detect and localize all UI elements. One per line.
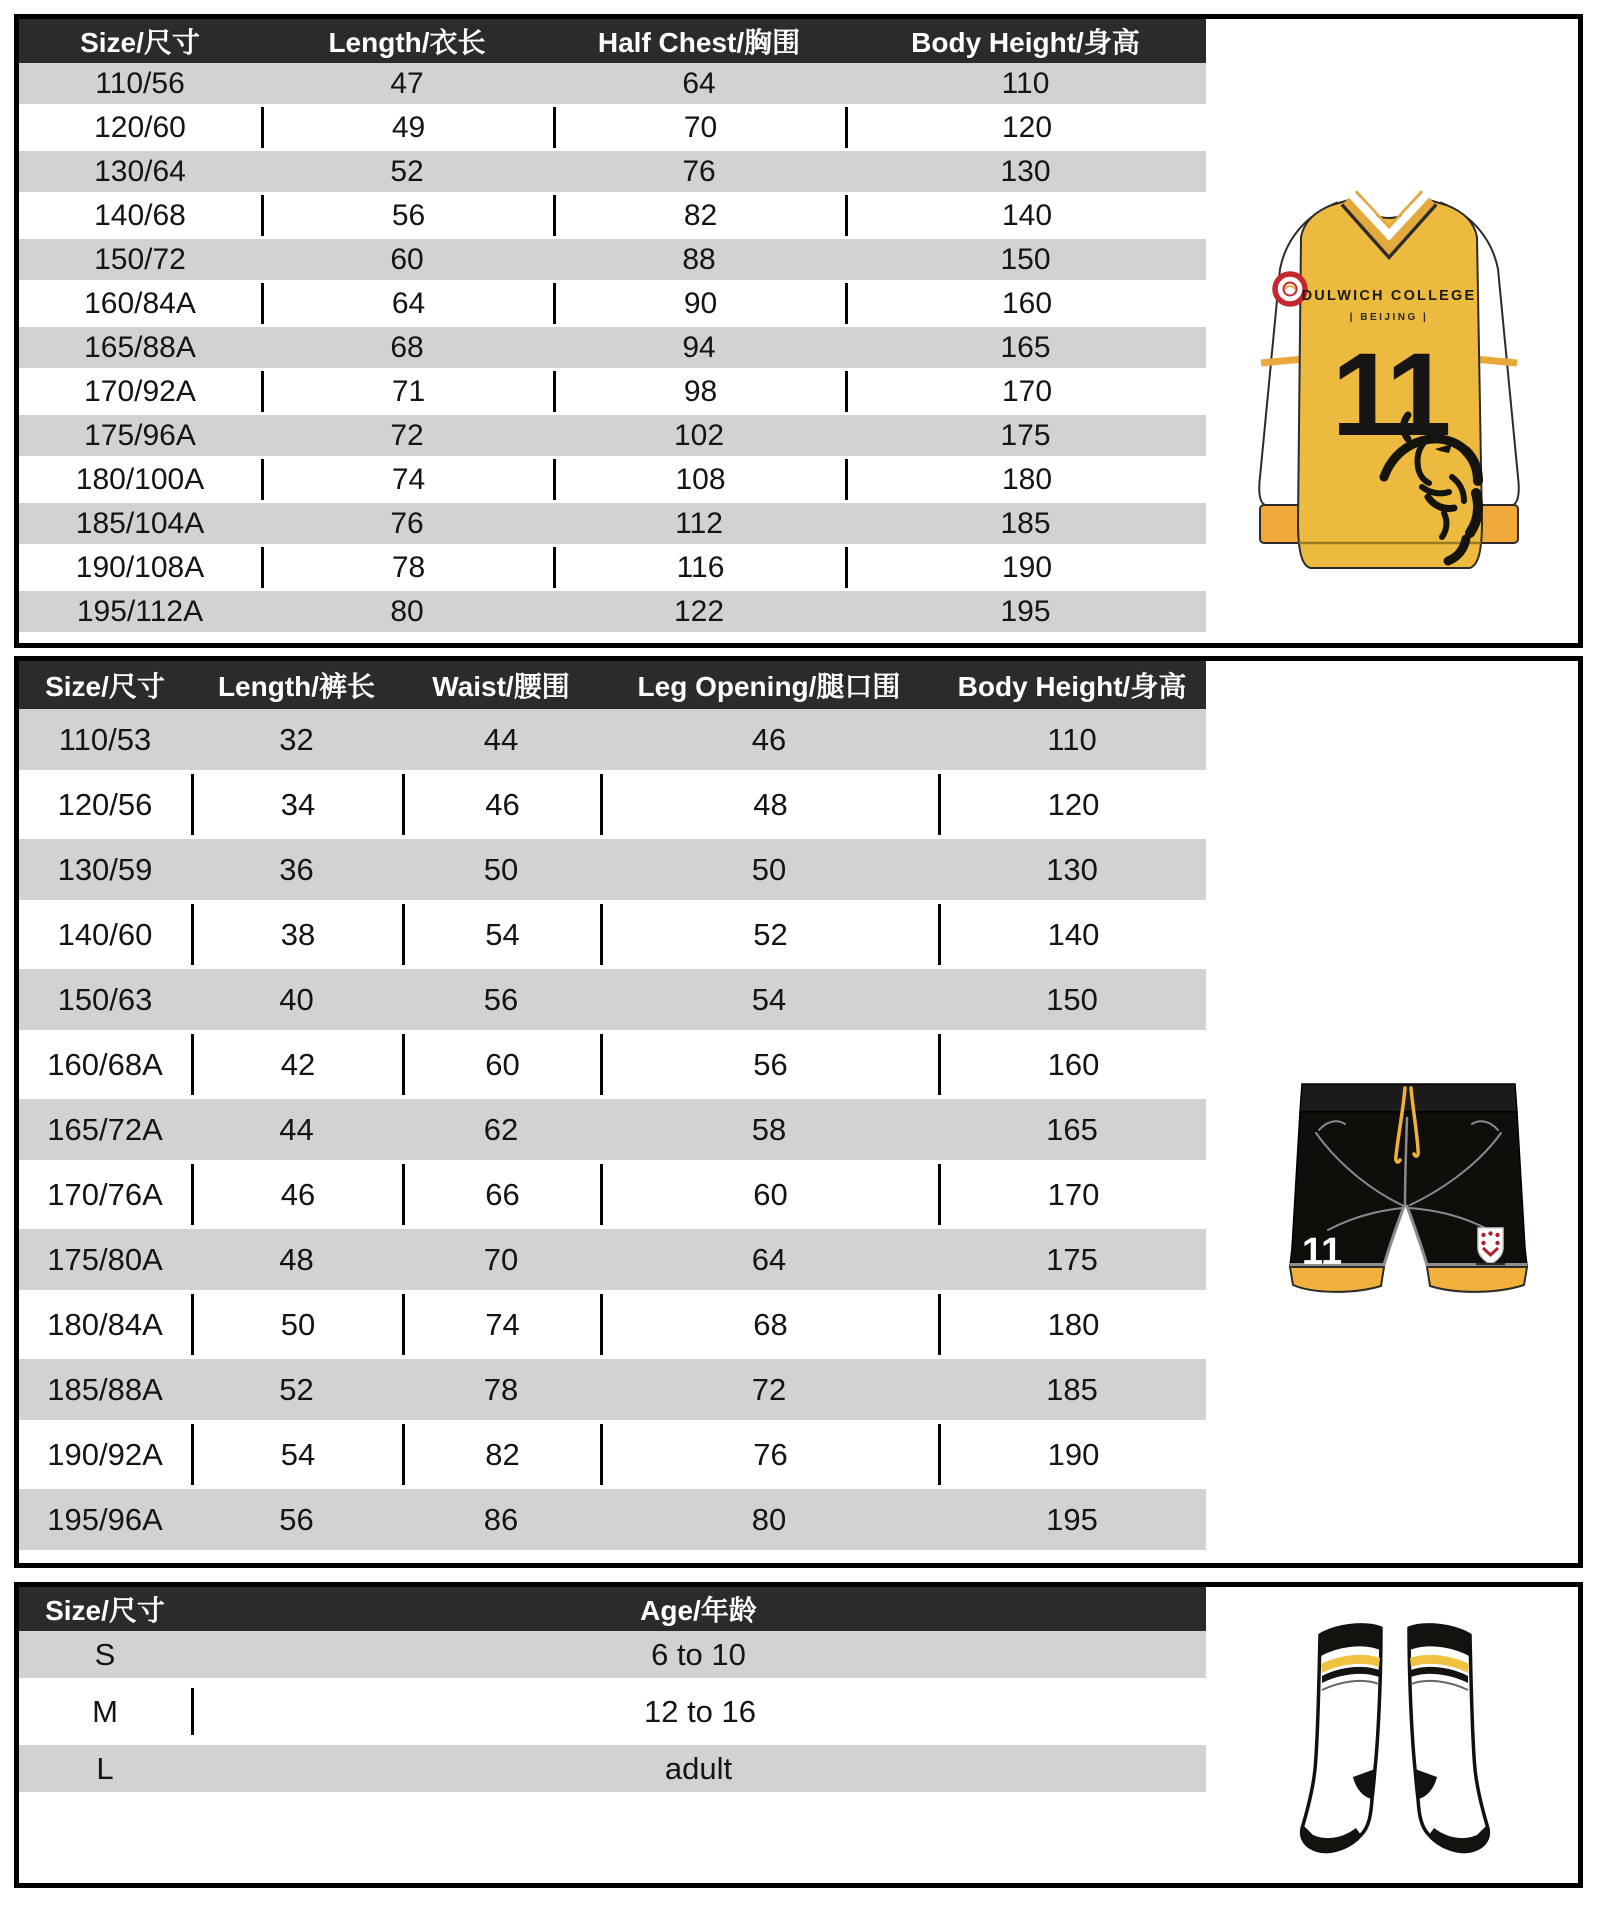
table-cell: 190 [845, 547, 1206, 588]
table-row [19, 1099, 1206, 1160]
table-cell: 60 [402, 1034, 600, 1095]
shorts-image [1286, 1078, 1531, 1315]
table-cell: 74 [261, 459, 553, 500]
table-cell: 60 [390, 242, 424, 276]
table-cell: 195/112A [76, 594, 204, 628]
table-row [19, 1688, 1206, 1735]
table-cell: 40 [279, 981, 314, 1017]
table-cell: 68 [390, 330, 424, 364]
table-row [19, 283, 1206, 324]
table-cell: adult [664, 1750, 733, 1786]
table-row [19, 1359, 1206, 1420]
column-header: Length/裤长 [217, 671, 376, 702]
table-cell: 54 [402, 904, 600, 965]
table-cell: 185 [1000, 506, 1051, 540]
table-cell: 112 [675, 506, 723, 540]
table-row [19, 1229, 1206, 1290]
table-cell: 52 [390, 154, 424, 188]
table-cell: 180/100A [75, 462, 205, 496]
table-cell: 50 [751, 851, 787, 887]
table-row [19, 547, 1206, 588]
table-row [19, 1424, 1206, 1485]
table-cell: 110/53 [58, 721, 152, 757]
table-cell: 140/60 [57, 916, 153, 952]
table-cell: 110/56 [95, 66, 185, 100]
table-cell: 82 [402, 1424, 600, 1485]
table-cell: 50 [483, 851, 519, 887]
table-cell: 54 [751, 981, 787, 1017]
table-cell: 68 [600, 1294, 938, 1355]
table-row [19, 415, 1206, 456]
table-cell: 64 [682, 66, 716, 100]
table-cell: 76 [600, 1424, 938, 1485]
table-row [19, 63, 1206, 104]
table-cell: 78 [261, 547, 553, 588]
table-cell: 185/104A [75, 506, 205, 540]
table-cell: 70 [483, 1241, 519, 1277]
table-cell: 170 [845, 371, 1206, 412]
table-row [19, 1034, 1206, 1095]
table-row [19, 904, 1206, 965]
table-cell: 98 [553, 371, 845, 412]
jersey-city-text: | BEIJING | [1349, 312, 1429, 323]
table-cell: 44 [483, 721, 519, 757]
table-cell: 160/68A [47, 1046, 163, 1082]
shirt-size-panel [14, 14, 1583, 648]
table-cell: 160 [938, 1034, 1206, 1095]
column-header: Size/尺寸 [45, 1595, 165, 1626]
jersey-number: 11 [1331, 329, 1447, 461]
table-header-row [19, 19, 1206, 63]
column-header: Length/衣长 [328, 27, 486, 58]
table-cell: 180/84A [47, 1306, 163, 1342]
table-row [19, 709, 1206, 770]
table-cell: 160/84A [84, 286, 196, 320]
table-row [19, 591, 1206, 632]
table-cell: 48 [279, 1241, 314, 1277]
table-cell: 116 [553, 547, 845, 588]
table-cell: M [92, 1693, 118, 1729]
table-cell: 170/92A [84, 374, 196, 408]
table-cell: 72 [751, 1371, 787, 1407]
table-cell: 46 [191, 1164, 402, 1225]
table-cell: 195/96A [47, 1501, 163, 1537]
table-row [19, 1294, 1206, 1355]
table-cell: 165/88A [84, 330, 196, 364]
table-cell: 150 [1046, 981, 1098, 1017]
table-cell: 180 [845, 459, 1206, 500]
table-cell: 120 [845, 107, 1206, 148]
table-cell: 70 [553, 107, 845, 148]
table-cell: 130/59 [57, 851, 153, 887]
left-sock [1302, 1625, 1381, 1852]
table-row [19, 1489, 1206, 1550]
table-cell: 120 [938, 774, 1206, 835]
table-cell: 12 to 16 [191, 1688, 1206, 1735]
table-cell: 72 [390, 418, 424, 452]
table-cell: 86 [483, 1501, 519, 1537]
table-row [19, 371, 1206, 412]
table-cell: 110 [1001, 66, 1050, 100]
table-cell: 190 [938, 1424, 1206, 1485]
table-cell: 185 [1046, 1371, 1098, 1407]
right-sock [1409, 1625, 1488, 1852]
table-cell: 170 [938, 1164, 1206, 1225]
table-cell: 150 [1000, 242, 1051, 276]
column-header: Size/尺寸 [80, 27, 200, 58]
table-cell: 32 [279, 721, 314, 757]
table-cell: 190/92A [47, 1436, 163, 1472]
table-cell: L [96, 1750, 114, 1786]
shorts-waistband [1300, 1084, 1517, 1112]
table-cell: 56 [261, 195, 553, 236]
table-cell: 130/64 [94, 154, 186, 188]
table-row [19, 1631, 1206, 1678]
table-row [19, 327, 1206, 368]
table-cell: 62 [483, 1111, 519, 1147]
table-cell: 47 [390, 66, 424, 100]
table-cell: 140 [938, 904, 1206, 965]
table-cell: 52 [279, 1371, 314, 1407]
table-cell: 36 [279, 851, 314, 887]
table-cell: 56 [279, 1501, 314, 1537]
column-header: Age/年龄 [640, 1595, 757, 1626]
table-row [19, 969, 1206, 1030]
table-cell: 38 [191, 904, 402, 965]
table-cell: 64 [751, 1241, 787, 1277]
table-cell: 195 [1000, 594, 1051, 628]
table-cell: 140 [845, 195, 1206, 236]
table-cell: S [94, 1636, 116, 1672]
table-cell: 42 [191, 1034, 402, 1095]
table-cell: 88 [682, 242, 716, 276]
table-cell: 46 [751, 721, 787, 757]
table-header-row [19, 661, 1206, 709]
table-cell: 165/72A [47, 1111, 163, 1147]
table-cell: 165 [1046, 1111, 1098, 1147]
table-cell: 170/76A [47, 1176, 163, 1212]
table-row [19, 195, 1206, 236]
socks-image [1289, 1619, 1501, 1871]
table-cell: 76 [682, 154, 716, 188]
table-cell: 130 [1000, 154, 1051, 188]
table-cell: 80 [751, 1501, 787, 1537]
table-cell: 175 [1046, 1241, 1098, 1277]
table-cell: 195 [1046, 1501, 1098, 1537]
table-cell: 150/72 [94, 242, 186, 276]
table-cell: 150/63 [57, 981, 153, 1017]
table-row [19, 459, 1206, 500]
table-cell: 90 [553, 283, 845, 324]
table-cell: 120/56 [57, 786, 153, 822]
table-cell: 56 [600, 1034, 938, 1095]
table-cell: 34 [191, 774, 402, 835]
table-cell: 48 [600, 774, 938, 835]
right-hem-yellow [1427, 1267, 1527, 1292]
table-row [19, 239, 1206, 280]
table-cell: 80 [390, 594, 424, 628]
table-cell: 110 [1047, 721, 1097, 757]
table-cell: 122 [673, 594, 725, 628]
table-cell: 165 [1000, 330, 1051, 364]
table-cell: 66 [402, 1164, 600, 1225]
table-cell: 108 [553, 459, 845, 500]
column-header: Waist/腰围 [432, 671, 570, 702]
table-cell: 102 [673, 418, 725, 452]
table-cell: 76 [390, 506, 424, 540]
table-row [19, 839, 1206, 900]
table-cell: 49 [261, 107, 553, 148]
table-row [19, 107, 1206, 148]
table-row [19, 151, 1206, 192]
table-row [19, 1164, 1206, 1225]
table-cell: 78 [483, 1371, 519, 1407]
jersey-image [1232, 177, 1552, 591]
table-cell: 46 [402, 774, 600, 835]
table-header-row [19, 1587, 1206, 1631]
table-row [19, 503, 1206, 544]
table-cell: 56 [483, 981, 519, 1017]
table-cell: 175/80A [47, 1241, 163, 1277]
table-cell: 54 [191, 1424, 402, 1485]
table-cell: 52 [600, 904, 938, 965]
table-cell: 185/88A [47, 1371, 163, 1407]
shorts-size-panel [14, 656, 1583, 1568]
table-cell: 71 [261, 371, 553, 412]
table-row [19, 1745, 1206, 1792]
table-cell: 82 [553, 195, 845, 236]
table-cell: 60 [600, 1164, 938, 1225]
socks-size-panel [14, 1582, 1583, 1888]
shorts-size-table [19, 661, 1206, 1554]
table-cell: 64 [261, 283, 553, 324]
column-header: Size/尺寸 [45, 671, 165, 702]
table-cell: 44 [279, 1111, 314, 1147]
column-header: Leg Opening/腿口围 [637, 671, 901, 702]
table-row [19, 774, 1206, 835]
table-cell: 50 [191, 1294, 402, 1355]
table-cell: 94 [682, 330, 716, 364]
shirt-size-table [19, 19, 1206, 635]
table-cell: 140/68 [94, 198, 186, 232]
table-cell: 120/60 [94, 110, 186, 144]
column-header: Body Height/身高 [957, 671, 1187, 702]
socks-size-table [19, 1587, 1206, 1802]
table-cell: 180 [938, 1294, 1206, 1355]
sleeve-badge [1275, 274, 1305, 304]
table-cell: 74 [402, 1294, 600, 1355]
table-cell: 175 [1000, 418, 1051, 452]
column-header: Half Chest/胸围 [597, 27, 801, 58]
table-cell: 160 [845, 283, 1206, 324]
table-cell: 190/108A [75, 550, 205, 584]
table-cell: 58 [751, 1111, 787, 1147]
shorts-number: 11 [1301, 1231, 1343, 1273]
table-cell: 130 [1046, 851, 1098, 887]
jersey-brand-text: DULWICH COLLEGE [1301, 288, 1477, 304]
table-cell: 6 to 10 [651, 1636, 746, 1672]
column-header: Body Height/身高 [911, 27, 1140, 58]
table-cell: 175/96A [84, 418, 196, 452]
